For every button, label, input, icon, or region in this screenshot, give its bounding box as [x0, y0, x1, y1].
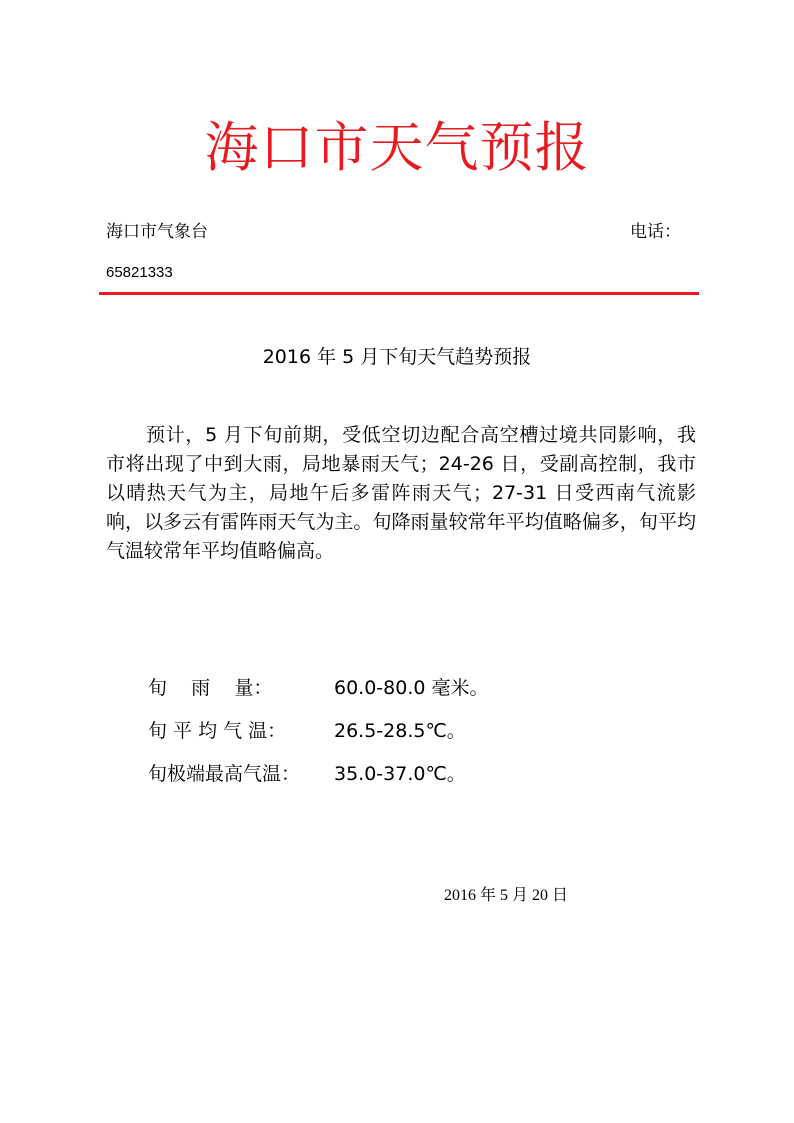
- stat-row-rainfall: [148, 673, 489, 716]
- stat-row-max-temp: [148, 759, 489, 802]
- header-divider: [99, 292, 699, 295]
- page-title: 海口市天气预报: [204, 116, 590, 179]
- stat-value: 26.5-28.5℃。: [334, 720, 466, 742]
- stat-label: 旬 雨 量：: [148, 677, 273, 699]
- report-title: 2016 年 5 月下旬天气趋势预报: [262, 346, 532, 368]
- phone-number: 65821333: [106, 264, 173, 281]
- stat-value: 35.0-37.0℃。: [334, 763, 466, 785]
- stats-list: [148, 673, 489, 802]
- stat-label: 旬 平 均 气 温：: [148, 720, 287, 742]
- stat-value: 60.0-80.0 毫米。: [334, 677, 489, 699]
- phone-label: 电话：: [630, 222, 681, 242]
- stat-row-avg-temp: [148, 716, 489, 759]
- stat-label: 旬极端最高气温：: [148, 763, 301, 785]
- agency-name: 海口市气象台: [106, 222, 208, 242]
- report-date: 2016 年 5 月 20 日: [444, 887, 569, 904]
- forecast-body: 预计，5 月下旬前期，受低空切边配合高空槽过境共同影响，我市将出现了中到大雨，局地暴雨天气；24-26 日，受副高控制，我市以晴热天气为主，局地午后多雷阵雨天气；27-31 日受西南气流影响，以多云有雷阵雨天气为主。旬降雨量较常年平均值略偏多，旬平均气温较常年平均值略偏高。: [106, 424, 696, 562]
